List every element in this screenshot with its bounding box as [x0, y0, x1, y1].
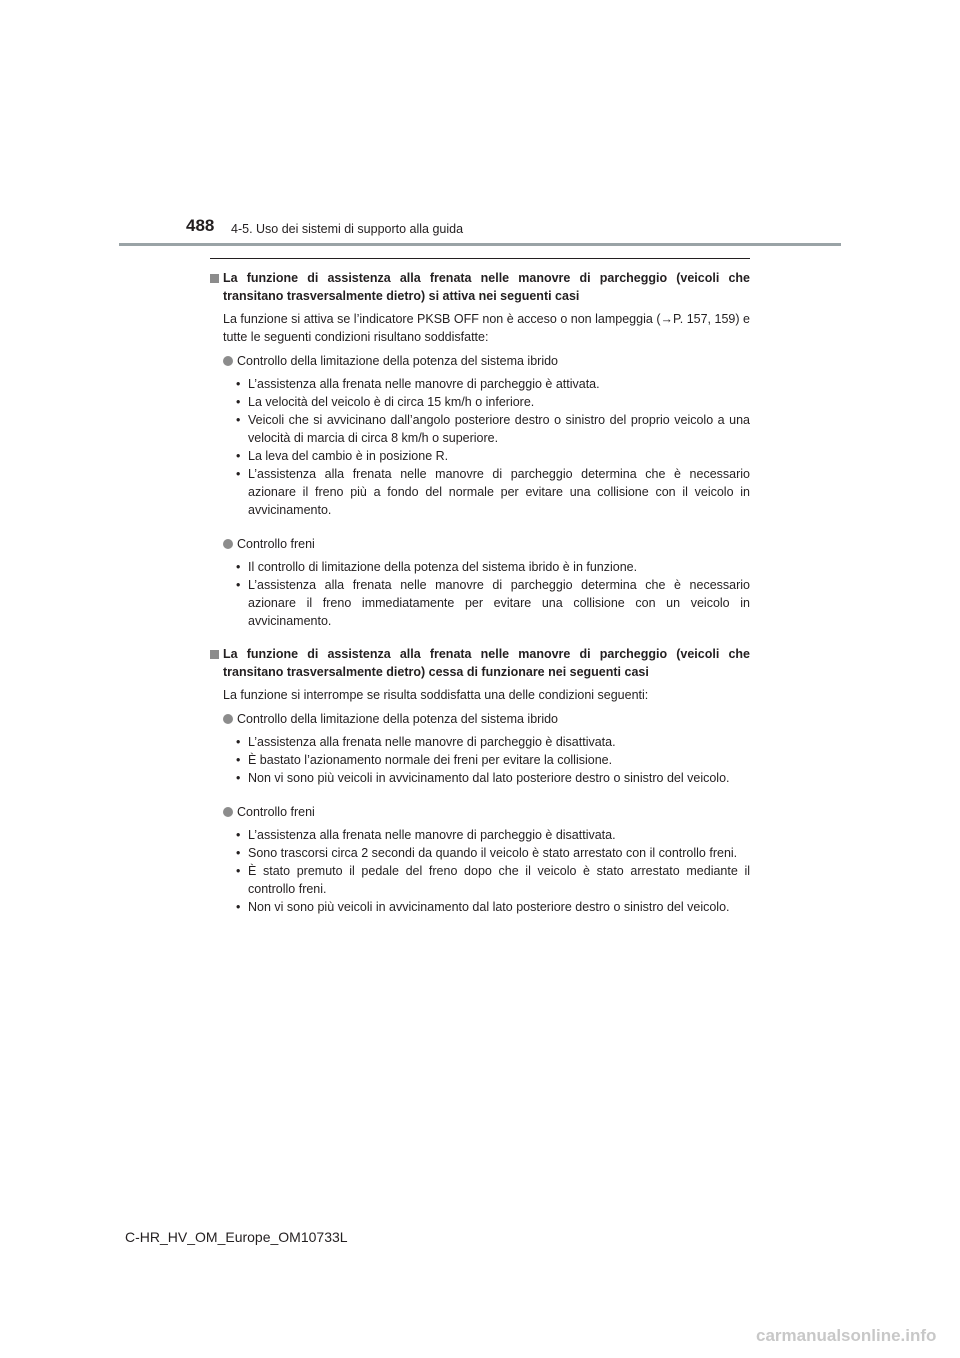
section-1-group-2-title — [210, 535, 750, 553]
section-1-heading — [210, 270, 750, 305]
list-item — [210, 558, 750, 576]
square-bullet-icon — [210, 650, 219, 659]
list-item — [210, 898, 750, 916]
circle-bullet-icon — [223, 807, 233, 817]
footer-doc-code: C-HR_HV_OM_Europe_OM10733L — [125, 1229, 348, 1245]
circle-bullet-icon — [223, 714, 233, 724]
list-item-text: Sono trascorsi circa 2 secondi da quando il veicolo è stato arrestato con il controllo freni. — [248, 846, 738, 860]
section-2-group-2-title — [210, 803, 750, 821]
section-1-group-1-list — [210, 375, 750, 519]
group-title-text: Controllo della limitazione della potenza del sistema ibrido — [237, 354, 559, 368]
page-number: 488 — [186, 216, 215, 235]
section-2-intro: La funzione si interrompe se risulta soddisfatta una delle condizioni seguenti: — [223, 688, 649, 702]
list-item-text: La velocità del veicolo è di circa 15 km/h o inferiore. — [248, 395, 535, 409]
bullet-icon: • — [236, 377, 241, 391]
list-item-text: È bastato l’azionamento normale dei freni per evitare la collisione. — [248, 753, 613, 767]
list-item-text: Veicoli che si avvicinano dall’angolo posteriore destro o sinistro del proprio veicolo a una velocità di marcia di circa 8 km/h o superiore. — [248, 413, 750, 445]
list-item — [210, 769, 750, 787]
list-item — [210, 393, 750, 411]
header-rule — [119, 243, 841, 246]
list-item — [210, 465, 750, 519]
bullet-icon: • — [236, 449, 241, 463]
list-item-text: È stato premuto il pedale del freno dopo che il veicolo è stato arrestato mediante il controllo freni. — [248, 864, 750, 896]
section-1-group-1-title — [210, 352, 750, 370]
section-2-group-1-list — [210, 733, 750, 787]
section-1-intro: La funzione si attiva se l’indicatore PKSB OFF non è acceso o non lampeggia (→P. 157, 159) e tutte le seguenti condizioni risultano soddisfatte: — [223, 312, 750, 344]
circle-bullet-icon — [223, 356, 233, 366]
bullet-icon: • — [236, 578, 241, 592]
list-item — [210, 733, 750, 751]
list-item — [210, 862, 750, 898]
bullet-icon: • — [236, 753, 241, 767]
list-item — [210, 576, 750, 630]
bullet-icon: • — [236, 846, 241, 860]
manual-content — [210, 258, 750, 932]
section-2-group-1-title — [210, 710, 750, 728]
list-item-text: L’assistenza alla frenata nelle manovre di parcheggio determina che è necessario azionare il freno immediatamente per evitare una collisione con un veicolo in avvicinamento. — [248, 578, 750, 628]
group-title-text: Controllo della limitazione della potenza del sistema ibrido — [237, 712, 559, 726]
bullet-icon: • — [236, 771, 241, 785]
section-1-heading-text: La funzione di assistenza alla frenata nelle manovre di parcheggio (veicoli che transitano trasversalmente dietro) si attiva nei seguenti casi — [223, 271, 750, 303]
list-item-text: Il controllo di limitazione della potenza del sistema ibrido è in funzione. — [248, 560, 638, 574]
bullet-icon: • — [236, 900, 241, 914]
section-title: 4-5. Uso dei sistemi di supporto alla guida — [231, 222, 464, 236]
list-item-text: L’assistenza alla frenata nelle manovre di parcheggio è attivata. — [248, 377, 600, 391]
bullet-icon: • — [236, 413, 241, 427]
section-2-heading-text: La funzione di assistenza alla frenata nelle manovre di parcheggio (veicoli che transitano trasversalmente dietro) cessa di funzionare nei seguenti casi — [223, 647, 750, 679]
section-2-heading — [210, 646, 750, 681]
bullet-icon: • — [236, 395, 241, 409]
bullet-icon: • — [236, 828, 241, 842]
watermark: carmanualsonline.info — [756, 1326, 937, 1345]
list-item-text: L’assistenza alla frenata nelle manovre di parcheggio è disattivata. — [248, 828, 616, 842]
group-title-text: Controllo freni — [237, 537, 315, 551]
list-item-text: L’assistenza alla frenata nelle manovre di parcheggio determina che è necessario azionare il freno più a fondo del normale per evitare una collisione con il veicolo in avvicinamento. — [248, 467, 750, 517]
list-item — [210, 375, 750, 393]
list-item — [210, 844, 750, 862]
bullet-icon: • — [236, 467, 241, 481]
bullet-icon: • — [236, 560, 241, 574]
section-2-group-2-list — [210, 826, 750, 916]
list-item — [210, 751, 750, 769]
list-item-text: L’assistenza alla frenata nelle manovre di parcheggio è disattivata. — [248, 735, 616, 749]
list-item-text: La leva del cambio è in posizione R. — [248, 449, 449, 463]
list-item-text: Non vi sono più veicoli in avvicinamento dal lato posteriore destro o sinistro del veicolo. — [248, 900, 730, 914]
section-1-group-2-list — [210, 558, 750, 630]
list-item — [210, 826, 750, 844]
list-item — [210, 411, 750, 447]
content-top-rule — [210, 258, 750, 259]
circle-bullet-icon — [223, 539, 233, 549]
group-title-text: Controllo freni — [237, 805, 315, 819]
square-bullet-icon — [210, 274, 219, 283]
list-item — [210, 447, 750, 465]
bullet-icon: • — [236, 864, 241, 878]
bullet-icon: • — [236, 735, 241, 749]
list-item-text: Non vi sono più veicoli in avvicinamento dal lato posteriore destro o sinistro del veicolo. — [248, 771, 730, 785]
